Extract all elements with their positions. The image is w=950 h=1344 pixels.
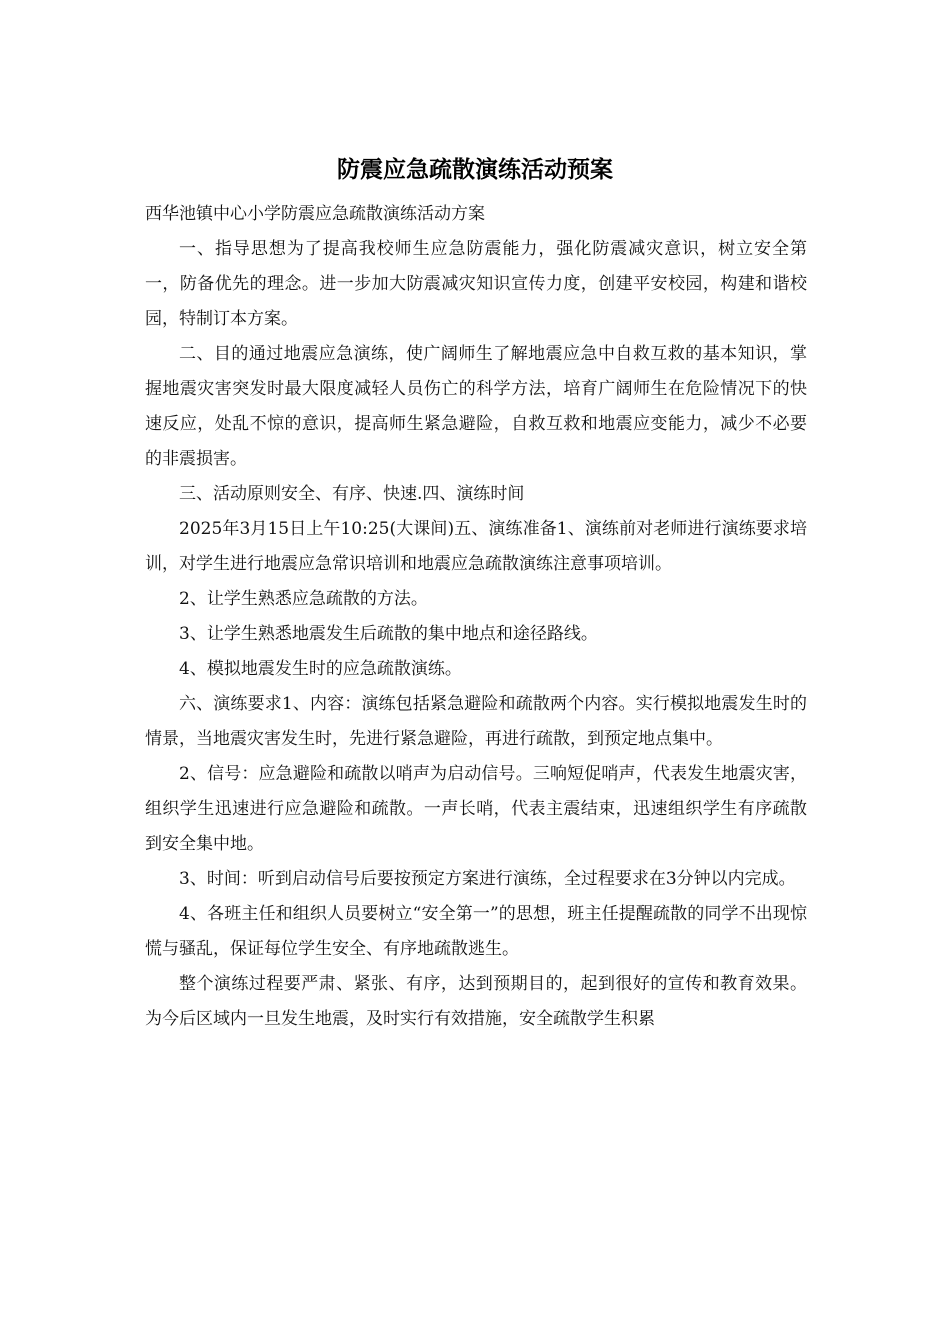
- paragraph-drill-time: 2025年3月15日上午10:25(大课间)五、演练准备1、演练前对老师进行演练要求培训，对学生进行地震应急常识培训和地震应急疏散演练注意事项培训。: [145, 519, 807, 574]
- paragraph-guiding-ideology: 一、指导思想为了提高我校师生应急防震能力，强化防震减灾意识，树立安全第一，防备优先的理念。进一步加大防震减灾知识宣传力度，创建平安校园，构建和谐校园，特制订本方案。: [145, 239, 807, 329]
- paragraph-requirements-content: 六、演练要求1、内容：演练包括紧急避险和疏散两个内容。实行模拟地震发生时的情景，当地震灾害发生时，先进行紧急避险，再进行疏散，到预定地点集中。: [145, 694, 807, 749]
- document-body: [145, 197, 807, 1037]
- paragraph-prep-item-4: 4、模拟地震发生时的应急疏散演练。: [179, 659, 462, 679]
- paragraph-purpose: 二、目的通过地震应急演练，使广阔师生了解地震应急中自救互救的基本知识，掌握地震灾害突发时最大限度减轻人员伤亡的科学方法，培育广阔师生在危险情况下的快速反应，处乱不惊的意识，提高师生紧急避险，自救互救和地震应变能力，减少不必要的非震损害。: [145, 344, 807, 469]
- document-subtitle: 西华池镇中心小学防震应急疏散演练活动方案: [145, 204, 485, 224]
- paragraph-requirements-signal: 2、信号：应急避险和疏散以哨声为启动信号。三响短促哨声，代表发生地震灾害，组织学生迅速进行应急避险和疏散。一声长哨，代表主震结束，迅速组织学生有序疏散到安全集中地。: [145, 764, 807, 854]
- paragraph-requirements-safety: 4、各班主任和组织人员要树立“安全第一”的思想，班主任提醒疏散的同学不出现惊慌与骚乱，保证每位学生安全、有序地疏散逃生。: [145, 904, 807, 959]
- paragraph-requirements-time: 3、时间：听到启动信号后要按预定方案进行演练，全过程要求在3分钟以内完成。: [179, 869, 796, 889]
- paragraph-conclusion: 整个演练过程要严肃、紧张、有序，达到预期目的，起到很好的宣传和教育效果。为今后区域内一旦发生地震，及时实行有效措施，安全疏散学生积累: [145, 974, 807, 1029]
- page-title: 防震应急疏散演练活动预案: [337, 157, 613, 183]
- paragraph-prep-item-3: 3、让学生熟悉地震发生后疏散的集中地点和途径路线。: [179, 624, 598, 644]
- paragraph-principles: 三、活动原则安全、有序、快速.四、演练时间: [179, 484, 525, 504]
- paragraph-prep-item-2: 2、让学生熟悉应急疏散的方法。: [179, 589, 428, 609]
